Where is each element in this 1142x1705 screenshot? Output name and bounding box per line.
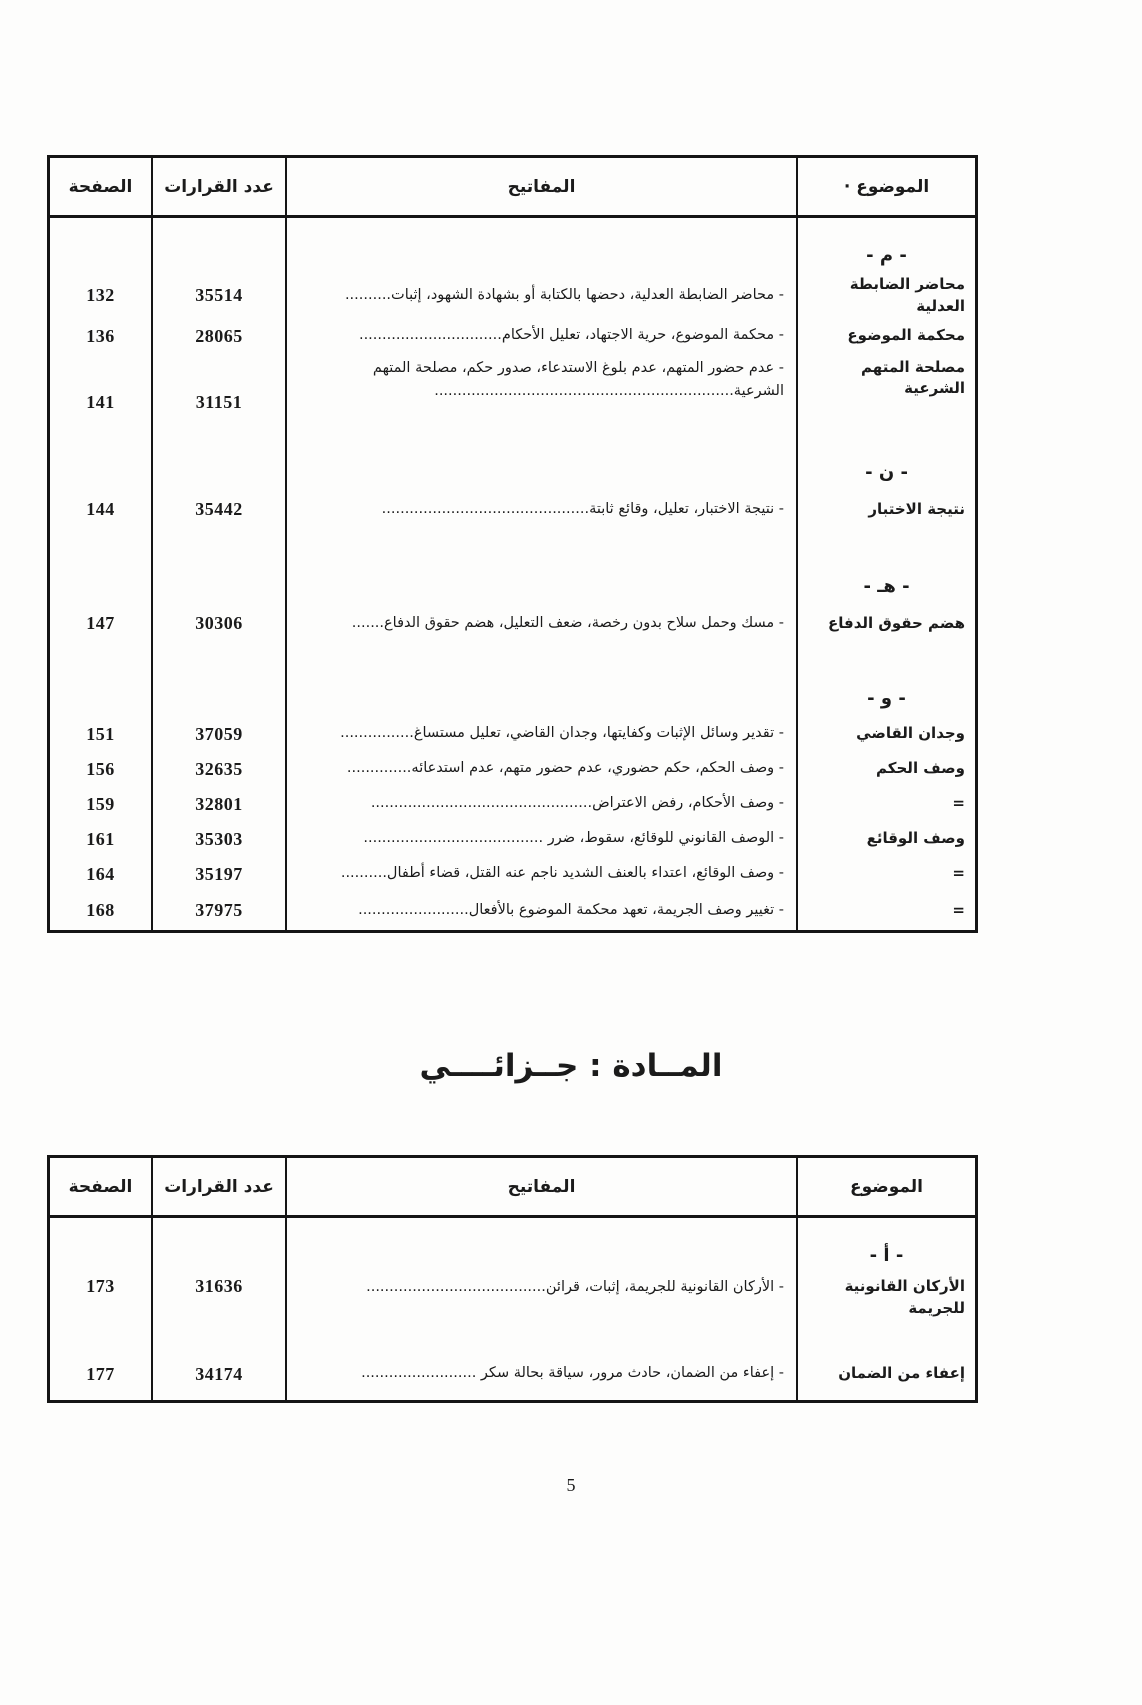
section-label: - م - bbox=[796, 218, 975, 274]
header-page-label: الصفحة bbox=[50, 1158, 151, 1218]
section-label: - أ - bbox=[796, 1218, 975, 1274]
table-row bbox=[50, 318, 975, 355]
subject-text: وجدان القاضي bbox=[856, 724, 965, 743]
subject-cell bbox=[796, 892, 975, 930]
ditto-mark: = bbox=[952, 864, 965, 883]
decision-number: 34174 bbox=[151, 1348, 285, 1400]
keys-text: - الوصف القانوني للوقائع، سقوط، ضرر ....................................... bbox=[363, 830, 784, 847]
decision-number: 35442 bbox=[151, 491, 285, 529]
decision-number: 37059 bbox=[151, 717, 285, 752]
subject-cell bbox=[796, 717, 975, 752]
keys-text: - مسك وحمل سلاح بدون رخصة، ضعف التعليل، هضم حقوق الدفاع....... bbox=[351, 614, 784, 631]
table-row bbox=[50, 274, 975, 318]
section-row bbox=[50, 417, 975, 491]
subject-cell bbox=[796, 318, 975, 355]
subject-text: الأركان القانونية bbox=[844, 1277, 965, 1295]
keys-cell bbox=[285, 318, 796, 355]
page-number: 132 bbox=[86, 285, 115, 306]
header-keys-label: المفاتيح bbox=[285, 158, 796, 218]
subject-text: محكمة الموضوع bbox=[847, 326, 965, 345]
page-number: 164 bbox=[86, 863, 115, 884]
keys-cell bbox=[285, 355, 796, 417]
keys-cell bbox=[285, 717, 796, 752]
decision-number: 31636 bbox=[151, 1274, 285, 1348]
subject-text: نتيجة الاختبار bbox=[868, 499, 965, 518]
table-row bbox=[50, 355, 975, 417]
keys-text: - محاضر الضابطة العدلية، دحضها بالكتابة أو بشهادة الشهود، إثبات.......... bbox=[344, 287, 784, 304]
keys-text: - إعفاء من الضمان، حادث مرور، سياقة بحالة سكر ......................... bbox=[361, 1365, 784, 1382]
subject-cell bbox=[796, 274, 975, 318]
subject-text: وصف الوقائع bbox=[866, 829, 965, 848]
ditto-mark: = bbox=[952, 900, 965, 919]
header-decisions-label: عدد القرارات bbox=[151, 1158, 285, 1218]
header-decisions-label: عدد القرارات bbox=[151, 158, 285, 218]
keys-cell bbox=[285, 892, 796, 930]
subject-cell bbox=[796, 822, 975, 857]
subject-text: للجريمة bbox=[908, 1298, 965, 1317]
keys-text: - الأركان القانونية للجريمة، إثبات، قرائن....................................... bbox=[366, 1279, 784, 1295]
page-number: 156 bbox=[86, 758, 115, 779]
table-row bbox=[50, 752, 975, 787]
decision-number: 32635 bbox=[151, 752, 285, 787]
keys-cell bbox=[285, 274, 796, 318]
decision-number: 32801 bbox=[151, 787, 285, 822]
header-keys-label: المفاتيح bbox=[285, 1158, 796, 1218]
keys-text: - وصف الحكم، حكم حضوري، عدم حضور متهم، عدم استدعائه.............. bbox=[346, 760, 784, 777]
page-number-footer: 5 bbox=[566, 1475, 576, 1495]
table-row bbox=[50, 822, 975, 857]
keys-text: الشرعية................................................................. bbox=[434, 382, 784, 399]
keys-cell bbox=[285, 1274, 796, 1348]
table-header-row bbox=[50, 1158, 975, 1218]
subject-cell bbox=[796, 1274, 975, 1348]
keys-text: - وصف الوقائع، اعتداء بالعنف الشديد ناجم عنه القتل، قضاء أطفال.......... bbox=[340, 865, 784, 882]
page-number: 151 bbox=[86, 723, 115, 744]
subject-cell bbox=[796, 857, 975, 892]
keys-cell bbox=[285, 857, 796, 892]
table-row bbox=[50, 491, 975, 529]
section-label: - هـ - bbox=[796, 529, 975, 605]
subject-text: وصف الحكم bbox=[876, 759, 965, 778]
header-subject-label: الموضوع bbox=[796, 1158, 975, 1218]
section-title: المــادة : جــزائــــي bbox=[419, 1048, 723, 1084]
ditto-mark: = bbox=[952, 794, 965, 813]
decision-number: 28065 bbox=[151, 318, 285, 355]
table-row bbox=[50, 717, 975, 752]
page-number: 136 bbox=[86, 325, 115, 346]
subject-text: هضم حقوق الدفاع bbox=[828, 613, 965, 632]
page-number: 177 bbox=[86, 1363, 115, 1384]
keys-cell bbox=[285, 752, 796, 787]
page-number: 168 bbox=[86, 900, 115, 920]
table-row bbox=[50, 857, 975, 892]
table-row bbox=[50, 605, 975, 643]
page-number: 161 bbox=[86, 828, 115, 849]
table-row bbox=[50, 892, 975, 930]
keys-cell bbox=[285, 1348, 796, 1400]
table-row bbox=[50, 1348, 975, 1400]
page-number: 144 bbox=[86, 499, 115, 519]
subject-cell bbox=[796, 787, 975, 822]
keys-text: - تقدير وسائل الإثبات وكفايتها، وجدان القاضي، تعليل مستساغ................ bbox=[340, 725, 784, 742]
subject-cell bbox=[796, 491, 975, 529]
decision-number: 30306 bbox=[151, 605, 285, 643]
subject-text: محاضر الضابطة العدلية bbox=[849, 275, 965, 315]
section-row bbox=[50, 529, 975, 605]
header-page-label: الصفحة bbox=[50, 158, 151, 218]
keys-cell bbox=[285, 491, 796, 529]
subject-cell bbox=[796, 1348, 975, 1400]
page-number: 141 bbox=[86, 391, 115, 412]
section-label: - و - bbox=[796, 643, 975, 717]
keys-text: - تغيير وصف الجريمة، تعهد محكمة الموضوع بالأفعال........................ bbox=[358, 901, 784, 918]
subject-cell bbox=[796, 355, 975, 417]
keys-text: - وصف الأحكام، رفض الاعتراض................................................ bbox=[370, 795, 784, 812]
keys-text: - محكمة الموضوع، حرية الاجتهاد، تعليل الأحكام............................... bbox=[358, 327, 784, 344]
page-number: 147 bbox=[86, 613, 115, 633]
page-number: 159 bbox=[86, 793, 115, 814]
decision-number: 35303 bbox=[151, 822, 285, 857]
header-subject-label: الموضوع · bbox=[796, 158, 975, 218]
table-row bbox=[50, 1274, 975, 1348]
decision-number: 31151 bbox=[151, 355, 285, 417]
table-row bbox=[50, 787, 975, 822]
page-number: 173 bbox=[86, 1276, 115, 1296]
section-row bbox=[50, 643, 975, 717]
subject-text: إعفاء من الضمان bbox=[838, 1364, 965, 1383]
section-row bbox=[50, 1218, 975, 1274]
section-row bbox=[50, 218, 975, 274]
keys-text: - نتيجة الاختبار، تعليل، وقائع ثابتة............................................. bbox=[381, 500, 784, 517]
keys-cell bbox=[285, 787, 796, 822]
keys-text: - عدم حضور المتهم، عدم بلوغ الاستدعاء، صدور حكم، مصلحة المتهم bbox=[372, 359, 784, 376]
keys-cell bbox=[285, 822, 796, 857]
decision-number: 37975 bbox=[151, 892, 285, 930]
keys-cell bbox=[285, 605, 796, 643]
decision-number: 35197 bbox=[151, 857, 285, 892]
subject-cell bbox=[796, 752, 975, 787]
section-label: - ن - bbox=[796, 417, 975, 491]
index-table-penal-keys bbox=[47, 155, 978, 933]
table-header-row bbox=[50, 158, 975, 218]
subject-text: مصلحة المتهم الشرعية bbox=[861, 357, 965, 398]
decision-number: 35514 bbox=[151, 274, 285, 318]
index-table-penal-article bbox=[47, 1155, 978, 1403]
subject-cell bbox=[796, 605, 975, 643]
